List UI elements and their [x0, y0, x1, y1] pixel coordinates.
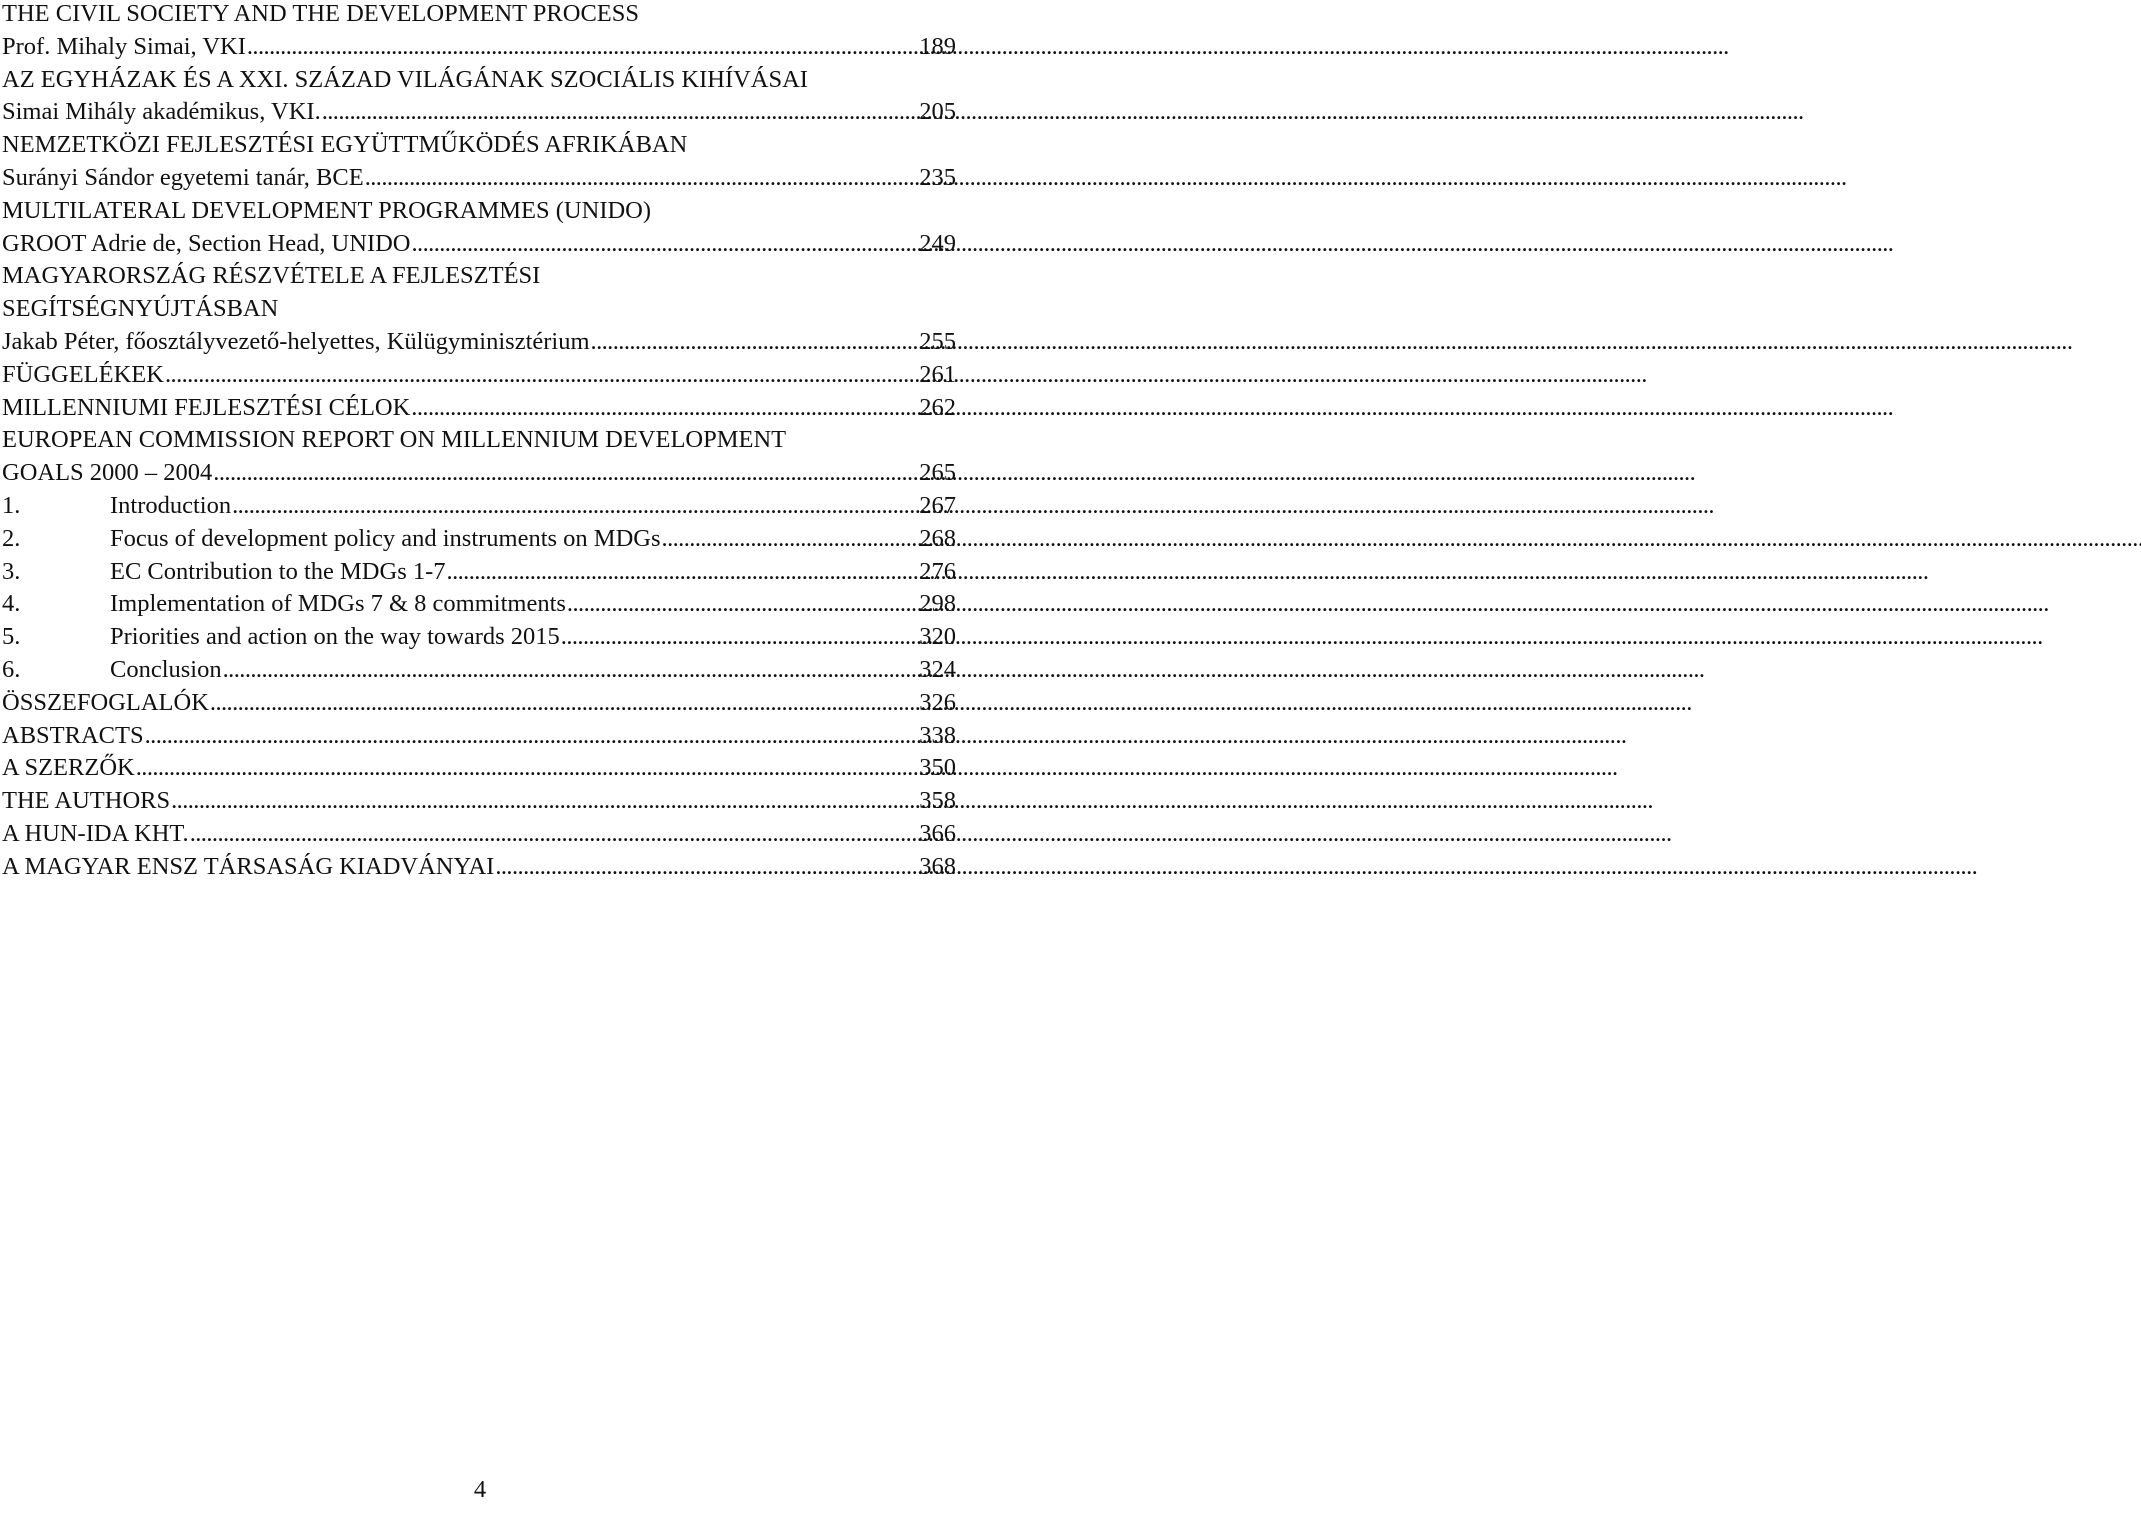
- toc-entry-title: MILLENNIUMI FEJLESZTÉSI CÉLOK: [2, 393, 411, 421]
- toc-entry-page: 324: [919, 655, 956, 683]
- toc-entry: [2, 424, 956, 457]
- toc-entry: [2, 490, 956, 523]
- toc-entry-title: NEMZETKÖZI FEJLESZTÉSI EGYÜTTMŰKÖDÉS AFRIKÁBAN: [2, 131, 688, 159]
- toc-entry: [2, 64, 956, 97]
- dot-leader: [365, 162, 914, 195]
- page-number: 4: [473, 1476, 487, 1503]
- dot-leader: [662, 523, 914, 556]
- toc-entry-title: Conclusion: [110, 655, 222, 683]
- dot-leader: [171, 785, 913, 818]
- toc-entry-title: Implementation of MDGs 7 & 8 commitments: [110, 590, 566, 618]
- toc-entry-title: GOALS 2000 – 2004: [2, 459, 213, 487]
- toc-entry: [2, 326, 956, 359]
- toc-entry-page: 276: [919, 557, 956, 585]
- toc-entry-title: SEGÍTSÉGNYÚJTÁSBAN: [2, 295, 279, 323]
- toc-entry-page: 261: [919, 360, 956, 388]
- toc-entry-page: 262: [919, 393, 956, 421]
- toc-entry-page: 326: [919, 688, 956, 716]
- dot-leader: [136, 752, 914, 785]
- dot-leader: [447, 556, 914, 589]
- toc-entry: [2, 785, 956, 818]
- toc-entry-page: 368: [919, 852, 956, 880]
- toc-entry-number: 6.: [2, 655, 21, 683]
- dot-leader: [247, 31, 913, 64]
- toc-entry-page: 267: [919, 491, 956, 519]
- dot-leader: [145, 720, 914, 753]
- toc-entry: [2, 228, 956, 261]
- toc-entry-page: 255: [919, 327, 956, 355]
- toc-entry-title: Focus of development policy and instruments on MDGs: [110, 524, 661, 552]
- toc-entry-title: THE CIVIL SOCIETY AND THE DEVELOPMENT PROCESS: [2, 0, 640, 27]
- toc-entry-title: EUROPEAN COMMISSION REPORT ON MILLENNIUM DEVELOPMENT: [2, 426, 787, 454]
- toc-entry-title: Surányi Sándor egyetemi tanár, BCE: [2, 163, 364, 191]
- dot-leader: [322, 96, 914, 129]
- toc-entry: [2, 457, 956, 490]
- toc-entry-number: 2.: [2, 524, 21, 552]
- toc-entry: [2, 31, 956, 64]
- toc-entry-number: 3.: [2, 557, 21, 585]
- toc-entry-page: 338: [919, 721, 956, 749]
- toc-entry: [2, 621, 956, 654]
- toc-entry-title: Prof. Mihaly Simai, VKI: [2, 32, 246, 60]
- dot-leader: [190, 818, 914, 851]
- toc-entry-page: 298: [919, 590, 956, 618]
- toc-entry-title: GROOT Adrie de, Section Head, UNIDO: [2, 229, 411, 257]
- toc-entry-title: ABSTRACTS: [2, 721, 144, 749]
- toc-entry-page: 320: [919, 623, 956, 651]
- dot-leader: [567, 588, 913, 621]
- toc-entry-title: A HUN-IDA KHT.: [2, 819, 189, 847]
- toc-entry-page: 235: [919, 163, 956, 191]
- toc-entry-number: 1.: [2, 491, 21, 519]
- toc-entry: [2, 195, 956, 228]
- dot-leader: [213, 457, 913, 490]
- dot-leader: [412, 228, 914, 261]
- toc-entry-title: Jakab Péter, főosztályvezető-helyettes, Külügyminisztérium: [2, 327, 590, 355]
- toc-entry-title: MAGYARORSZÁG RÉSZVÉTELE A FEJLESZTÉSI: [2, 262, 541, 290]
- dot-leader: [232, 490, 913, 523]
- toc-entry-page: 358: [919, 787, 956, 815]
- toc-entry: [2, 293, 956, 326]
- toc-entry: [2, 720, 956, 753]
- toc-entry-title: Introduction: [110, 491, 232, 519]
- toc-entry-page: 366: [919, 819, 956, 847]
- toc-entry-title: MULTILATERAL DEVELOPMENT PROGRAMMES (UNIDO): [2, 196, 652, 224]
- toc-entry-page: 205: [919, 98, 956, 126]
- toc-entry: [2, 523, 956, 556]
- toc-entry-title: FÜGGELÉKEK: [2, 360, 164, 388]
- dot-leader: [591, 326, 914, 359]
- toc-entry: [2, 752, 956, 785]
- toc-entry-number: 4.: [2, 590, 21, 618]
- toc-entry-title: Simai Mihály akadémikus, VKI.: [2, 98, 321, 126]
- toc-entry: [2, 96, 956, 129]
- toc-entry-title: A SZERZŐK: [2, 754, 135, 782]
- toc-entry: [2, 0, 956, 31]
- toc-entry-title: EC Contribution to the MDGs 1-7: [110, 557, 446, 585]
- toc-entry: [2, 588, 956, 621]
- toc-entry-page: 265: [919, 459, 956, 487]
- toc-entry: [2, 359, 956, 392]
- dot-leader: [210, 687, 913, 720]
- toc-entry-number: 5.: [2, 623, 21, 651]
- toc-entry: [2, 392, 956, 425]
- toc-entry: [2, 260, 956, 293]
- toc-entry: [2, 818, 956, 851]
- toc-entry-title: AZ EGYHÁZAK ÉS A XXI. SZÁZAD VILÁGÁNAK SZOCIÁLIS KIHÍVÁSAI: [2, 65, 808, 93]
- toc-entry-title: Priorities and action on the way towards 2015: [110, 623, 560, 651]
- toc-entry-page: 189: [919, 32, 956, 60]
- toc-entry-title: ÖSSZEFOGLALÓK: [2, 688, 209, 716]
- toc-entry-title: THE AUTHORS: [2, 787, 171, 815]
- toc-entry-page: 268: [919, 524, 956, 552]
- toc-entry: [2, 556, 956, 589]
- table-of-contents: [2, 0, 956, 884]
- toc-entry-page: 350: [919, 754, 956, 782]
- dot-leader: [495, 851, 913, 884]
- toc-entry: [2, 654, 956, 687]
- toc-entry: [2, 129, 956, 162]
- toc-entry: [2, 851, 956, 884]
- dot-leader: [223, 654, 914, 687]
- toc-entry-page: 249: [919, 229, 956, 257]
- dot-leader: [165, 359, 913, 392]
- toc-entry: [2, 687, 956, 720]
- dot-leader: [561, 621, 913, 654]
- toc-entry-title: A MAGYAR ENSZ TÁRSASÁG KIADVÁNYAI: [2, 852, 495, 880]
- dot-leader: [411, 392, 913, 425]
- toc-entry: [2, 162, 956, 195]
